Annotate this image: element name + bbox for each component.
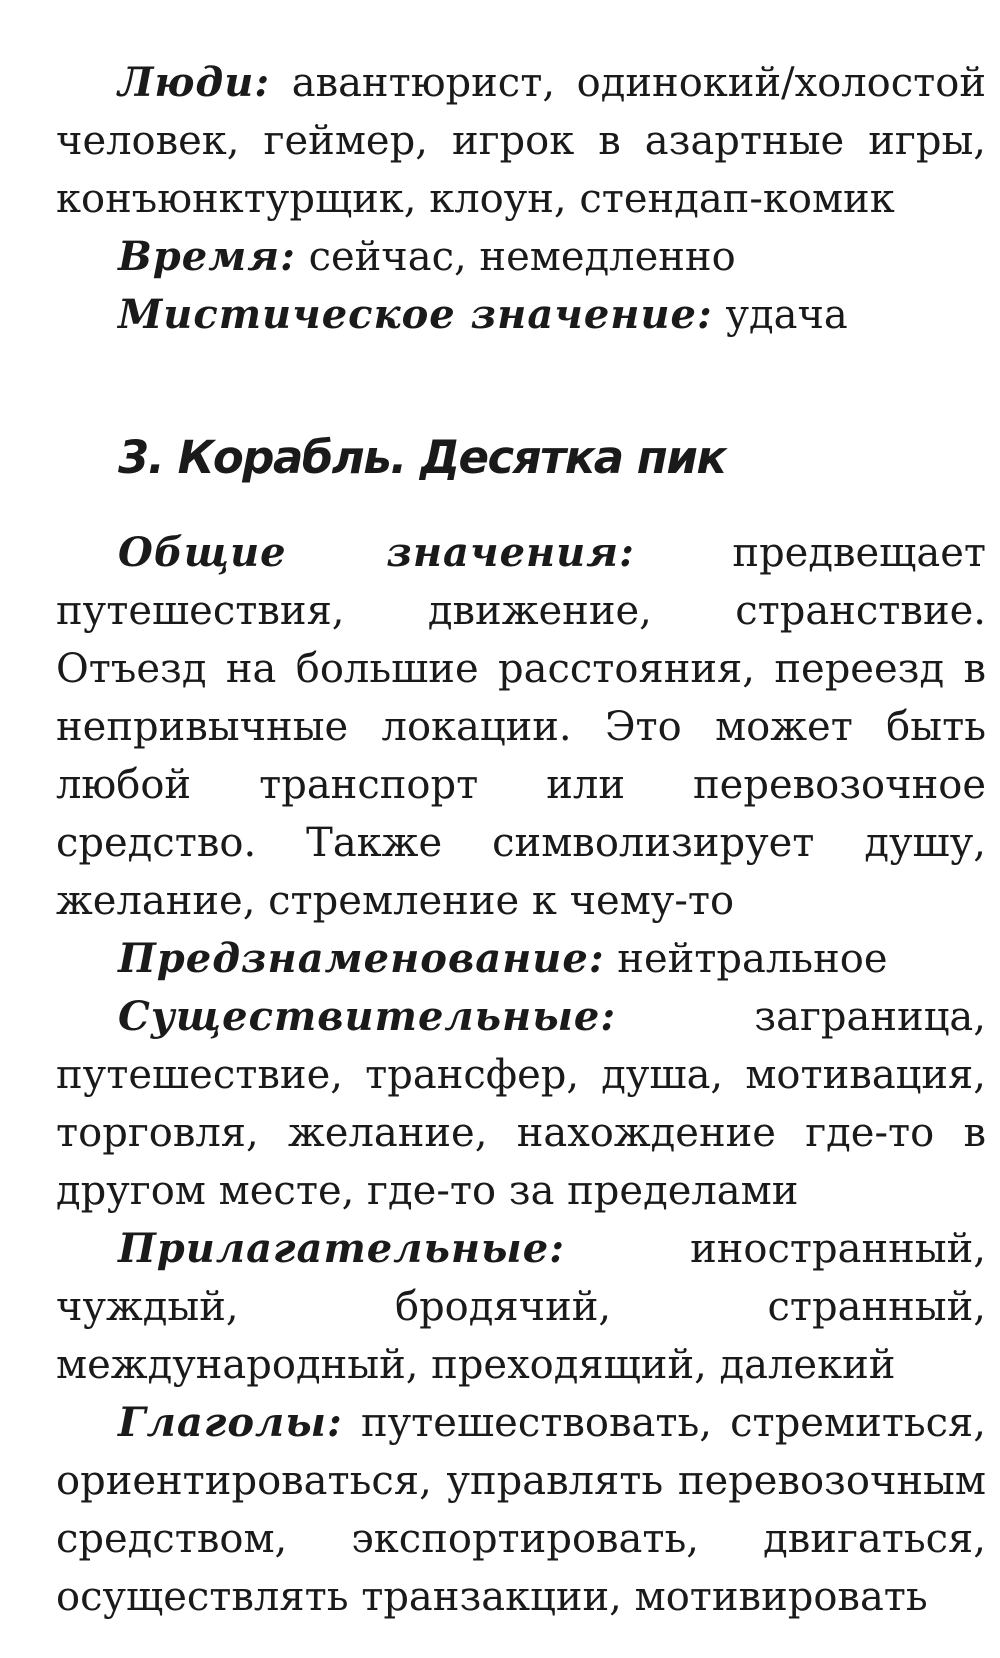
time-label: Время: bbox=[118, 233, 296, 280]
verbs-paragraph bbox=[56, 1394, 986, 1626]
section-heading: 3. Корабль. Десятка пик bbox=[118, 431, 726, 484]
general-paragraph bbox=[56, 524, 986, 930]
omen-paragraph bbox=[56, 930, 986, 988]
nouns-label: Существительные: bbox=[118, 993, 617, 1040]
adjectives-text: иностранный, чуждый, бродячий, странный, международный, преходящий, далекий bbox=[56, 1226, 986, 1388]
people-label: Люди: bbox=[118, 59, 271, 106]
omen-label: Предзнаменование: bbox=[118, 935, 605, 982]
nouns-text: заграница, путешествие, трансфер, душа, мотивация, торговля, желание, нахождение где-то в другом месте, где-то за пределами bbox=[56, 994, 986, 1214]
omen-text: нейтральное bbox=[604, 936, 888, 982]
general-label: Общие значения: bbox=[118, 529, 635, 576]
general-text: предвещает путешествия, движение, странствие. Отъезд на большие расстояния, переезд в непривычные локации. Это может быть любой транспорт или перевозочное средство. Также символизирует душу, желание, стремление к чему-то bbox=[56, 530, 986, 924]
mystic-text: удача bbox=[712, 292, 848, 338]
nouns-paragraph bbox=[56, 988, 986, 1220]
mystic-label: Мистическое значение: bbox=[118, 291, 713, 338]
verbs-label: Глаголы: bbox=[118, 1399, 343, 1446]
book-page bbox=[56, 54, 986, 1626]
time-paragraph bbox=[56, 228, 986, 286]
time-text: сейчас, немедленно bbox=[295, 234, 736, 280]
adjectives-paragraph bbox=[56, 1220, 986, 1394]
verbs-text: путешествовать, стремиться, ориентироваться, управлять перевозочным средством, экспортировать, двигаться, осуществлять транзакции, мотивировать bbox=[56, 1400, 986, 1620]
people-text: авантюрист, одинокий/холостой человек, геймер, игрок в азартные игры, конъюнктурщик, клоун, стендап-комик bbox=[56, 60, 986, 222]
people-paragraph bbox=[56, 54, 986, 228]
mystic-paragraph bbox=[56, 286, 986, 344]
adjectives-label: Прилагательные: bbox=[118, 1225, 565, 1272]
